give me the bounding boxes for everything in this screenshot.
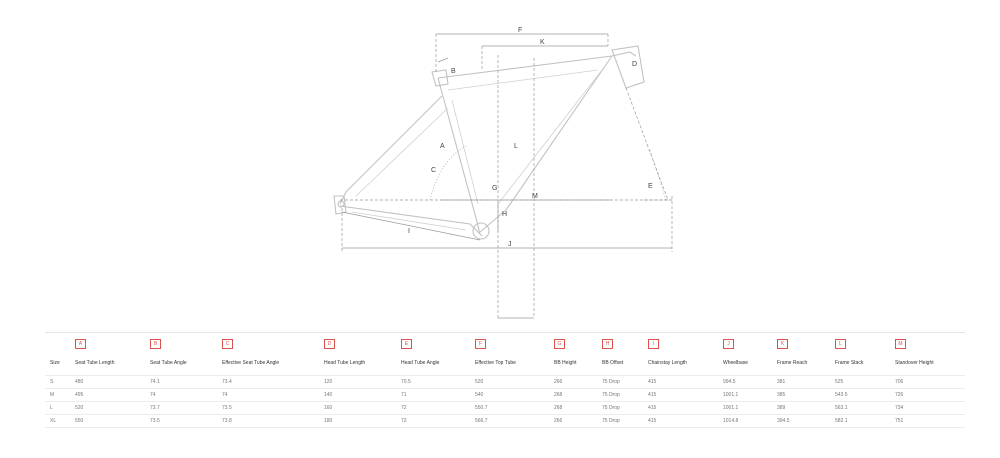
column-header: Wheelbase [723, 360, 749, 366]
column-header: Standover Height [895, 360, 934, 366]
table-cell: 1001.1 [723, 405, 739, 411]
label-b: B [451, 68, 456, 75]
table-cell: 381 [777, 379, 786, 385]
table-cell: 72 [401, 418, 407, 424]
table-cell: 75 Drop [602, 392, 620, 398]
table-cell: 994.5 [723, 379, 736, 385]
table-cell: 73.5 [150, 418, 160, 424]
table-cell: 566.7 [475, 418, 488, 424]
table-cell: S [50, 379, 54, 385]
table-row [45, 415, 965, 428]
label-l: L [514, 143, 518, 150]
table-cell: 582.1 [835, 418, 848, 424]
table-cell: 75 Drop [602, 379, 620, 385]
table-cell: 726 [895, 392, 904, 398]
column-header: Head Tube Angle [401, 360, 440, 366]
table-cell: 75 Drop [602, 418, 620, 424]
table-cell: 71 [401, 392, 407, 398]
table-cell: L [50, 405, 53, 411]
table-cell: 140 [324, 392, 333, 398]
table-cell: 415 [648, 405, 657, 411]
column-header: Frame Reach [777, 360, 808, 366]
letter-badge: A [75, 339, 86, 349]
table-cell: 540 [475, 392, 484, 398]
column-header: Chainstay Length [648, 360, 687, 366]
table-cell: 74 [222, 392, 228, 398]
table-row [45, 402, 965, 415]
geometry-table [45, 332, 965, 428]
table-cell: 415 [648, 392, 657, 398]
table-cell: 73.4 [222, 379, 232, 385]
table-cell: 415 [648, 379, 657, 385]
label-i: I [408, 228, 410, 235]
label-g: G [492, 185, 498, 192]
letter-badge: D [324, 339, 335, 349]
column-header: BB Height [554, 360, 577, 366]
table-cell: 734 [895, 405, 904, 411]
letter-badge: K [777, 339, 788, 349]
letter-badge: F [475, 339, 486, 349]
table-cell: 394.5 [777, 418, 790, 424]
column-header: Effective Seat Tube Angle [222, 360, 280, 366]
table-cell: 520 [75, 405, 84, 411]
column-header: Head Tube Length [324, 360, 366, 366]
letter-badge: E [401, 339, 412, 349]
column-header: Seat Tube Length [75, 360, 115, 366]
label-h: H [502, 211, 508, 218]
label-e: E [648, 183, 653, 190]
bike-frame-outline [334, 46, 668, 239]
table-cell: 543.5 [835, 392, 848, 398]
table-cell: XL [50, 418, 57, 424]
table-cell: 73.5 [222, 405, 232, 411]
table-cell: 415 [648, 418, 657, 424]
table-cell: 389 [777, 405, 786, 411]
column-header: Effective Top Tube [475, 360, 516, 366]
table-header-row [45, 353, 965, 376]
letter-badge: C [222, 339, 233, 349]
letter-badge: B [150, 339, 161, 349]
label-k: K [540, 39, 545, 46]
table-cell: 74 [150, 392, 156, 398]
table-cell: 1014.8 [723, 418, 739, 424]
letter-badge: G [554, 339, 565, 349]
table-cell: 751 [895, 418, 904, 424]
table-row [45, 389, 965, 402]
table-cell: 480 [75, 379, 84, 385]
table-cell: 73.8 [222, 418, 232, 424]
table-cell: 72 [401, 405, 407, 411]
label-j: J [508, 241, 512, 248]
table-cell: 268 [554, 392, 563, 398]
table-cell: 160 [324, 405, 333, 411]
table-cell: 520 [475, 379, 484, 385]
letter-badge: I [648, 339, 659, 349]
table-cell: 70.5 [401, 379, 411, 385]
table-cell: 180 [324, 418, 333, 424]
letter-badge: J [723, 339, 734, 349]
table-cell: 706 [895, 379, 904, 385]
table-cell: 73.7 [150, 405, 160, 411]
letter-badge: M [895, 339, 906, 349]
column-header: Size [50, 360, 60, 366]
table-letter-row [45, 332, 965, 353]
table-row [45, 376, 965, 389]
table-cell: 1001.1 [723, 392, 739, 398]
table-cell: 550.7 [475, 405, 488, 411]
column-header: Frame Stack [835, 360, 864, 366]
table-cell: 120 [324, 379, 333, 385]
letter-badge: H [602, 339, 613, 349]
table-cell: 550 [75, 418, 84, 424]
label-f: F [518, 27, 523, 34]
table-cell: 563.1 [835, 405, 848, 411]
table-cell: M [50, 392, 55, 398]
table-cell: 385 [777, 392, 786, 398]
table-cell: 268 [554, 405, 563, 411]
column-header: Seat Tube Angle [150, 360, 187, 366]
table-cell: 266 [554, 379, 563, 385]
table-cell: 74.1 [150, 379, 160, 385]
label-m: M [532, 193, 538, 200]
table-cell: 266 [554, 418, 563, 424]
column-header: BB Offset [602, 360, 624, 366]
label-a: A [440, 143, 445, 150]
table-cell: 75 Drop [602, 405, 620, 411]
table-cell: 525 [835, 379, 844, 385]
label-c: C [431, 167, 437, 174]
table-cell: 495 [75, 392, 84, 398]
letter-badge: L [835, 339, 846, 349]
label-d: D [632, 61, 638, 68]
